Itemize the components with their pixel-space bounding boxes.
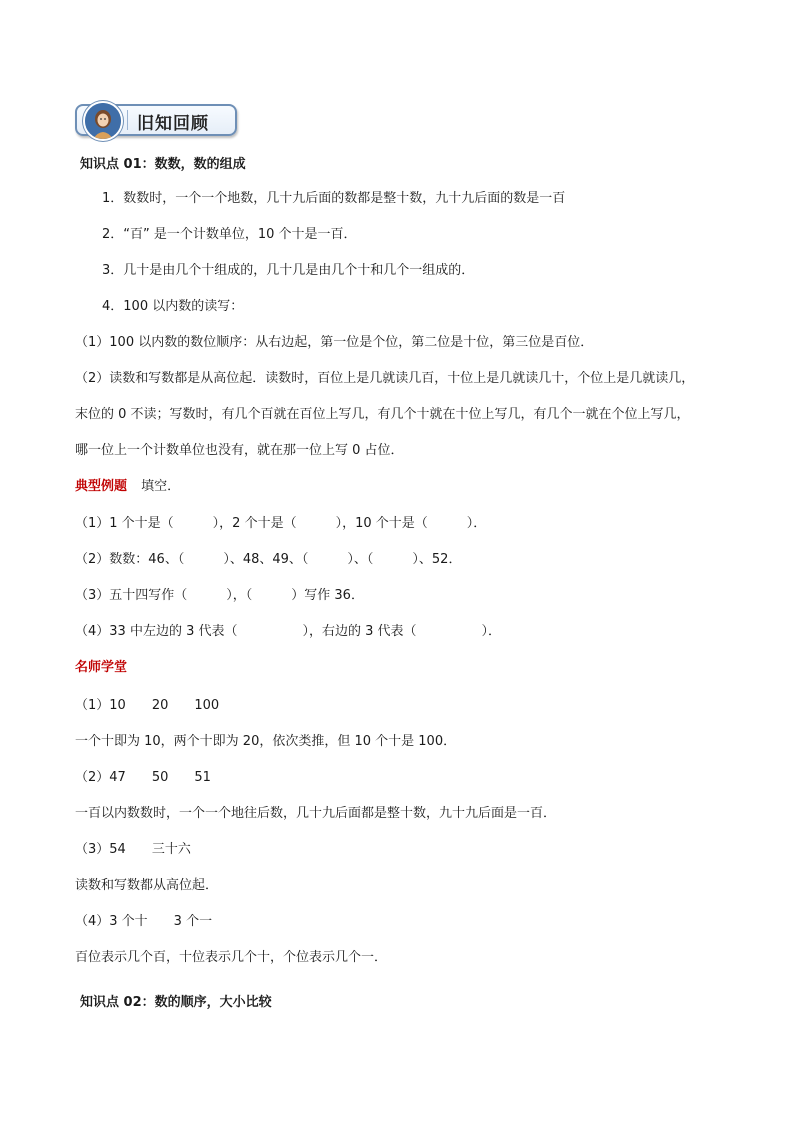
kp1-sub-1: （1）100 以内数的数位顺序：从右边起，第一位是个位，第二位是十位，第三位是百位． (75, 335, 594, 350)
kp1-sub-4: 哪一位上一个计数单位也没有，就在那一位上写 0 占位． (75, 443, 404, 458)
teacher-explain-1: 一个十即为 10，两个十即为 20，依次类推，但 10 个十是 100． (75, 734, 457, 749)
teacher-label: 名师学堂 (75, 660, 128, 675)
example-prompt: 填空． (141, 479, 181, 494)
badge-divider (127, 110, 128, 130)
kp1-item-3: 3．几十是由几个十组成的，几十几是由几个十和几个一组成的． (102, 263, 475, 278)
teacher-answer-3: （3）54 三十六 (75, 842, 191, 857)
example-question-3: （3）五十四写作（ ），（ ）写作 36． (75, 588, 364, 603)
section-title: 旧知回顾 (137, 114, 209, 134)
example-question-4: （4）33 中左边的 3 代表（ ），右边的 3 代表（ ）． (75, 624, 502, 639)
kp1-title: 知识点 01：数数，数的组成 (80, 157, 246, 172)
teacher-explain-2: 一百以内数数时，一个一个地往后数，几十九后面都是整十数，九十九后面是一百． (75, 806, 557, 821)
example-question-1: （1）1 个十是（ ），2 个十是（ ），10 个十是（ ）． (75, 516, 487, 531)
teacher-avatar-icon (83, 101, 123, 141)
section-header-badge (75, 104, 237, 136)
example-heading (75, 475, 180, 494)
teacher-answer-1: （1）10 20 100 (75, 698, 220, 713)
kp1-item-2: 2．“百” 是一个计数单位，10 个十是一百． (102, 227, 357, 242)
example-label: 典型例题 (75, 479, 128, 494)
teacher-explain-3: 读数和写数都从高位起． (75, 878, 219, 893)
kp2-title: 知识点 02：数的顺序，大小比较 (80, 995, 272, 1010)
kp1-item-4: 4．100 以内数的读写： (102, 299, 244, 314)
teacher-answer-4: （4）3 个十 3 个一 (75, 914, 213, 929)
kp1-sub-3: 末位的 0 不读；写数时，有几个百就在百位上写几，有几个十就在十位上写几，有几个一就在个位上写几， (75, 407, 690, 422)
kp1-item-1: 1．数数时，一个一个地数，几十九后面的数都是整十数，九十九后面的数是一百 (102, 191, 566, 206)
teacher-answer-2: （2）47 50 51 (75, 770, 211, 785)
teacher-explain-4: 百位表示几个百，十位表示几个十，个位表示几个一． (75, 950, 388, 965)
kp1-sub-2: （2）读数和写数都是从高位起．读数时，百位上是几就读几百，十位上是几就读几十，个位上是几就读几， (75, 371, 695, 386)
example-question-2: （2）数数：46、（ ）、48、49、（ ）、（ ）、52． (75, 552, 462, 567)
